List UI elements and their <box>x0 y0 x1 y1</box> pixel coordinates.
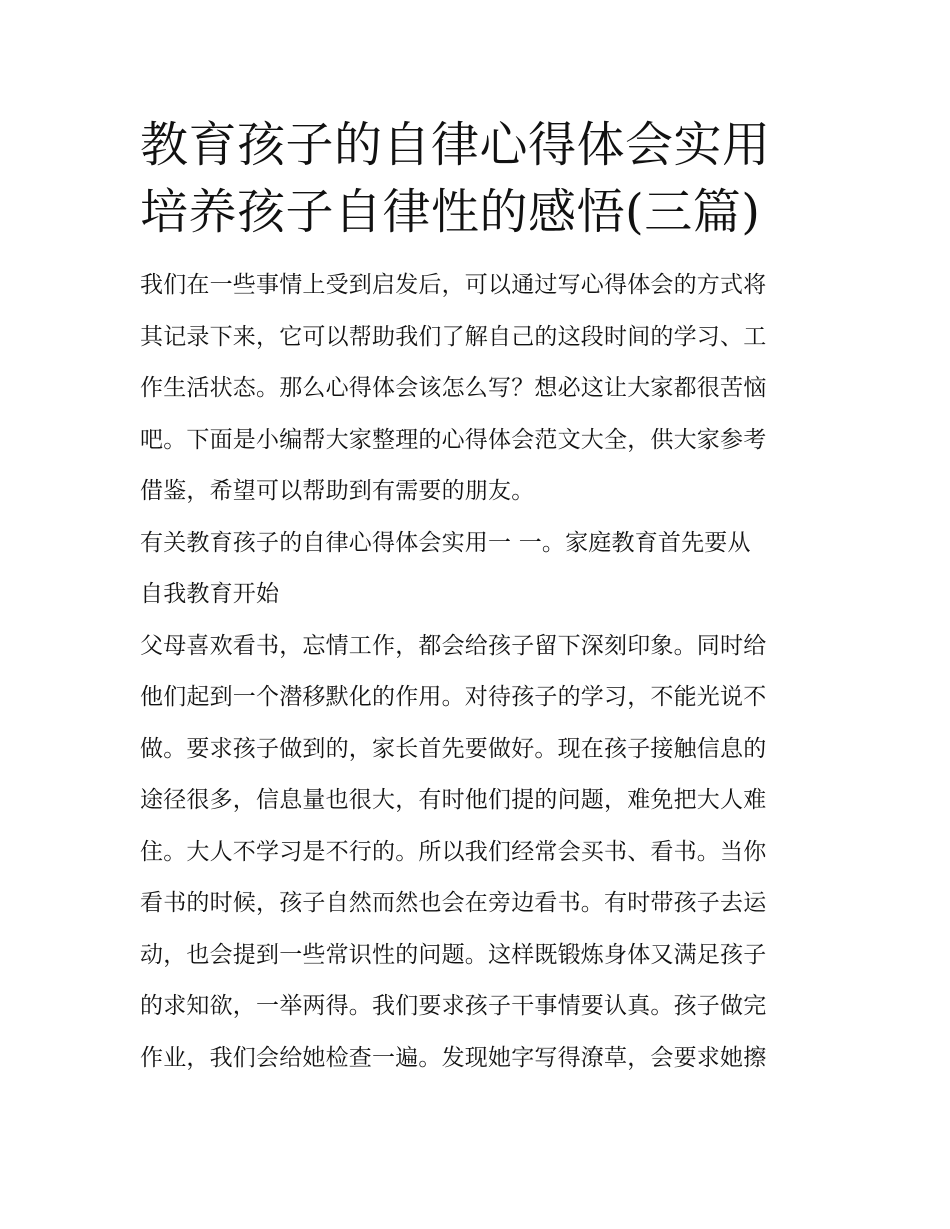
document-content <box>140 112 812 1084</box>
section-heading-paragraph <box>140 518 812 621</box>
text-line: 他们起到一个潜移默化的作用。对待孩子的学习，不能光说不 <box>140 684 767 710</box>
text-line: 其记录下来，它可以帮助我们了解自己的这段时间的学习、工 <box>140 323 767 350</box>
document-title <box>140 112 812 246</box>
text-line: 途径很多，信息量也很大，有时他们提的问题，难免把大人难 <box>140 787 767 813</box>
text-line: 作生活状态。那么心得体会该怎么写？想必这让大家都很苦恼 <box>140 375 767 401</box>
text-line: 的求知欲，一举两得。我们要求孩子干事情要认真。孩子做完 <box>140 993 767 1019</box>
text-line: 住。大人不学习是不行的。所以我们经常会买书、看书。当你 <box>140 838 767 865</box>
text-line: 自我教育开始 <box>140 581 280 607</box>
body-paragraph <box>140 621 812 1085</box>
title-line: 教育孩子的自律心得体会实用 <box>140 117 771 173</box>
text-line: 借鉴，希望可以帮助到有需要的朋友。 <box>140 478 535 504</box>
intro-paragraph <box>140 260 812 518</box>
text-line: 动，也会提到一些常识性的问题。这样既锻炼身体又满足孩子 <box>140 941 767 968</box>
text-line: 有关教育孩子的自律心得体会实用一 一。家庭教育首先要从 <box>140 529 751 556</box>
text-line: 作业，我们会给她检查一遍。发现她字写得潦草，会要求她擦 <box>140 1044 767 1071</box>
text-line: 父母喜欢看书，忘情工作，都会给孩子留下深刻印象。同时给 <box>140 632 767 659</box>
text-line: 我们在一些事情上受到启发后，可以通过写心得体会的方式将 <box>140 272 767 298</box>
title-line: 培养孩子自律性的感悟(三篇) <box>140 184 761 240</box>
text-line: 吧。下面是小编帮大家整理的心得体会范文大全，供大家参考 <box>140 426 767 453</box>
text-line: 看书的时候，孩子自然而然也会在旁边看书。有时带孩子去运 <box>140 890 767 916</box>
text-line: 做。要求孩子做到的，家长首先要做好。现在孩子接触信息的 <box>140 735 767 762</box>
